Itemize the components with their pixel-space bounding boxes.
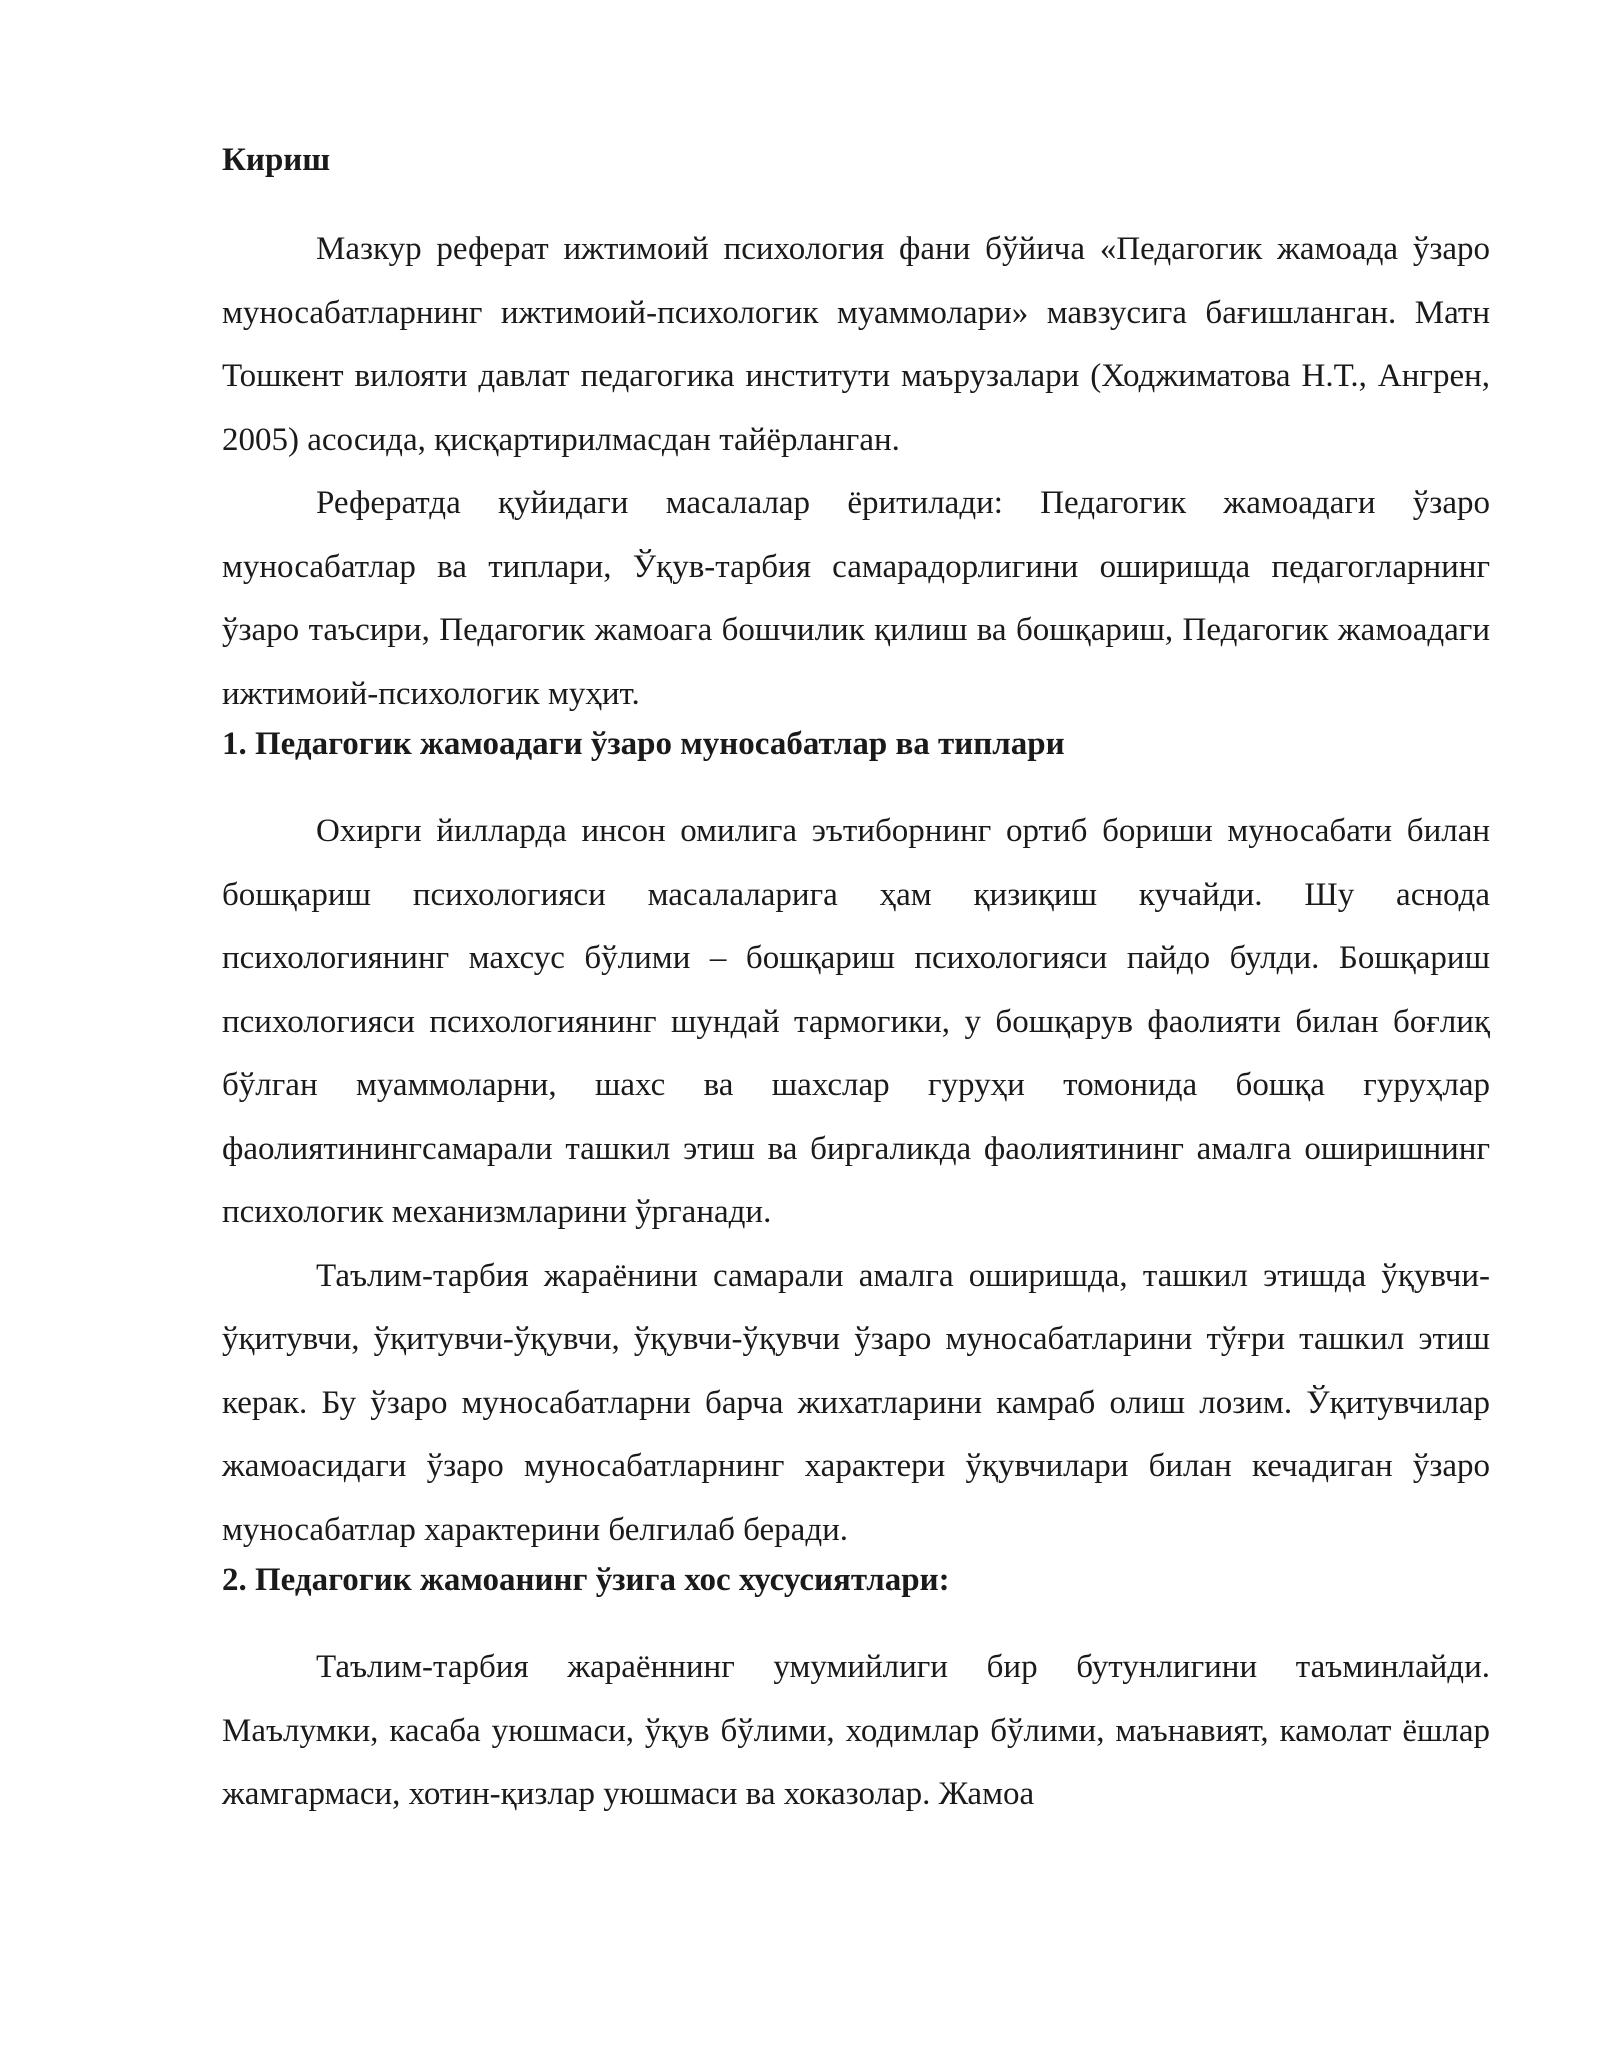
section-1-paragraph-1: Охирги йилларда инсон омилига эътиборнинг ортиб бориши муносабати билан бошқариш психологияси масалаларига ҳам қизиқиш кучайди. Шу аснода психологиянинг махсус бўлими – бошқариш психологияси пайдо булди. Бошқариш психологияси психологиянинг шундай тармогики, у бошқарув фаолияти билан боғлиқ бўлган муаммоларни, шахс ва шахслар гуруҳи томонида бошқа гуруҳлар фаолиятинингсамарали ташкил этиш ва биргаликда фаолиятининг амалга оширишнинг психологик механизмларини ўрганади. bbox=[222, 813, 1490, 1230]
section-1-paragraph-2: Таълим-тарбия жараёнини самарали амалга оширишда, ташкил этишда ўқувчи-ўқитувчи, ўқитувчи-ўқувчи, ўқувчи-ўқувчи ўзаро муносабатларини тўғри ташкил этиш керак. Бу ўзаро муносабатларни барча жихатларини камраб олиш лозим. Ўқитувчилар жамоасидаги ўзаро муносабатларнинг характери ўқувчилари билан кечадиган ўзаро муносабатлар характерини белгилаб беради. bbox=[222, 1257, 1490, 1548]
document-page bbox=[222, 140, 1490, 1827]
intro-paragraph-2: Рефератда қуйидаги масалалар ёритилади: Педагогик жамоадаги ўзаро муносабатлар ва типлари, Ўқув-тарбия самарадорлигини оширишда педагогларнинг ўзаро таъсири, Педагогик жамоага бошчилик қилиш ва бошқариш, Педагогик жамоадаги ижтимоий-психологик муҳит. bbox=[222, 485, 1490, 712]
section-2-heading: 2. Педагогик жамоанинг ўзига хос хусусиятлари: bbox=[222, 1562, 950, 1598]
intro-paragraph-1: Мазкур реферат ижтимоий психология фани бўйича «Педагогик жамоада ўзаро муносабатларнинг ижтимоий-психологик муаммолари» мавзусига бағишланган. Матн Тошкент вилояти давлат педагогика институти маърузалари (Ходжиматова Н.Т., Ангрен, 2005) асосида, қисқартирилмасдан тайёрланган. bbox=[222, 231, 1490, 458]
section-2-paragraph-1: Таълим-тарбия жараённинг умумийлиги бир бутунлигини таъминлайди. Маълумки, касаба уюшмаси, ўқув бўлими, ходимлар бўлими, маънавият, камолат ёшлар жамгармаси, хотин-қизлар уюшмаси ва хоказолар. Жамоа bbox=[222, 1649, 1490, 1812]
intro-heading: Кириш bbox=[222, 142, 331, 178]
section-1-heading: 1. Педагогик жамоадаги ўзаро муносабатлар ва типлари bbox=[222, 726, 1065, 762]
